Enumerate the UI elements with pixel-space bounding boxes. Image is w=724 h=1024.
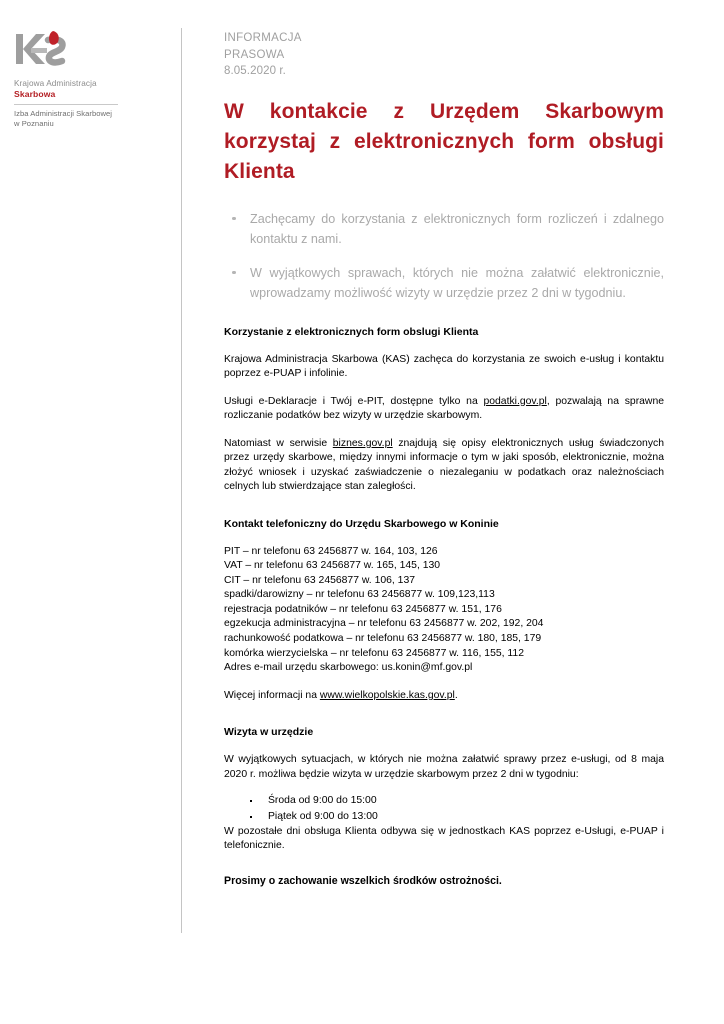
list-item: egzekucja administracyjna – nr telefonu 63 2456877 w. 202, 192, 204 — [224, 618, 544, 630]
lead-bullet-text: W wyjątkowych sprawach, których nie można załatwić elektronicznie, wprowadzamy możliwość wizyty w urzędzie przez 2 dni w tygodniu. — [250, 265, 664, 300]
bullet-square-icon — [250, 800, 252, 802]
list-item: PIT – nr telefonu 63 2456877 w. 164, 103, 126 — [224, 545, 438, 557]
list-item: VAT – nr telefonu 63 2456877 w. 165, 145, 130 — [224, 560, 441, 572]
document-kicker — [224, 30, 664, 80]
paragraph-visit-intro: W wyjątkowych sytuacjach, w których nie można załatwić sprawy przez e-usługi, od 8 maja 2020 r. możliwa będzie wizyta w urzędzie skarbowym przez 2 dni w tygodniu: — [224, 754, 664, 780]
org-name-line2: Skarbowa — [14, 89, 56, 99]
link-biznes-gov-pl[interactable]: biznes.gov.pl — [332, 437, 393, 449]
page-title: W kontakcie z Urzędem Skarbowym korzystaj z elektronicznych form obsługi Klienta — [224, 99, 664, 183]
paragraph-more-info — [224, 689, 664, 704]
section-heading-phone: Kontakt telefoniczny do Urzędu Skarbowego w Koninie — [224, 517, 499, 530]
kas-logo-icon — [14, 28, 76, 70]
section-heading-visit: Wizyta w urzędzie — [224, 726, 314, 739]
kicker-line-2: PRASOWA — [224, 48, 285, 61]
link-wielkopolskie-kas-gov-pl[interactable]: www.wielkopolskie.kas.gov.pl — [319, 689, 455, 701]
paragraph-kas-intro: Krajowa Administracja Skarbowa (KAS) zachęca do korzystania ze swoich e-usług i kontaktu poprzez e-PUAP i infolinie. — [224, 353, 664, 379]
office-hours-text: Środa od 9:00 do 15:00 — [268, 794, 377, 806]
paragraph-other-days: W pozostałe dni obsługa Klienta odbywa się w jednostkach KAS poprzez e-Usługi, e-PUAP i telefonicznie. — [224, 825, 664, 852]
org-unit-line2: w Poznaniu — [14, 119, 54, 128]
list-item: rachunkowość podatkowa – nr telefonu 63 2456877 w. 180, 185, 179 — [224, 633, 542, 645]
kicker-line-1: INFORMACJA — [224, 32, 302, 44]
office-hours-list — [224, 793, 664, 825]
list-item — [224, 809, 664, 825]
paragraph-edeklaracje-before: Usługi e-Deklaracje i Twój e-PIT, dostępne tylko na — [224, 395, 484, 407]
masthead-divider — [14, 104, 118, 105]
paragraph-edeklaracje — [224, 395, 664, 424]
paragraph-biznes-gov — [224, 437, 664, 495]
bullet-dot-icon — [232, 217, 236, 221]
link-podatki-gov-pl[interactable]: podatki.gov.pl — [483, 395, 547, 407]
list-item — [224, 209, 664, 249]
org-name-line1: Krajowa Administracja — [14, 79, 97, 88]
list-item: komórka wierzycielska – nr telefonu 63 2456877 w. 116, 155, 112 — [224, 647, 524, 659]
publication-date: 8.05.2020 r. — [224, 65, 286, 77]
phone-contact-list — [224, 545, 664, 676]
list-item: rejestracja podatników – nr telefonu 63 2456877 w. 151, 176 — [224, 603, 502, 615]
lead-bullet-text: Zachęcamy do korzystania z elektronicznych form rozliczeń i zdalnego kontaktu z nami. — [250, 211, 664, 246]
list-item — [224, 263, 664, 303]
bullet-square-icon — [250, 816, 252, 818]
closing-statement: Prosimy o zachowanie wszelkich środków ostrożności. — [224, 874, 502, 887]
lead-bullet-list — [224, 209, 664, 303]
vertical-divider — [181, 28, 182, 933]
more-info-before: Więcej informacji na — [224, 689, 320, 701]
office-hours-text: Piątek od 9:00 do 13:00 — [268, 810, 378, 822]
bullet-dot-icon — [232, 271, 236, 275]
paragraph-edeklaracje-after: , pozwalają na sprawne rozliczanie podatków bez wizyty w urzędzie skarbowym. — [224, 395, 664, 421]
email-line: Adres e-mail urzędu skarbowego: us.konin@mf.gov.pl — [224, 662, 473, 674]
masthead — [14, 28, 164, 129]
section-heading-electronic: Korzystanie z elektronicznych form obslugi Klienta — [224, 325, 479, 338]
list-item — [224, 793, 664, 809]
list-item: spadki/darowizny – nr telefonu 63 2456877 w. 109,123,113 — [224, 589, 495, 601]
org-unit-line1: Izba Administracji Skarbowej — [14, 109, 113, 118]
paragraph-biznes-after: znajdują się opisy elektronicznych usług świadczonych przez urzędy skarbowe, między innymi informacje o tym w jaki sposób, elektronicznie, można złożyć wniosek i uzyskać zaświadczenie o niezaleganiu w podatkach oraz należnościach celnych lub stwierdzające stan zaległości. — [224, 437, 664, 492]
list-item: CIT – nr telefonu 63 2456877 w. 106, 137 — [224, 574, 416, 586]
paragraph-biznes-before: Natomiast w serwisie — [224, 437, 333, 449]
content-column — [224, 30, 664, 889]
more-info-after: . — [454, 689, 458, 701]
